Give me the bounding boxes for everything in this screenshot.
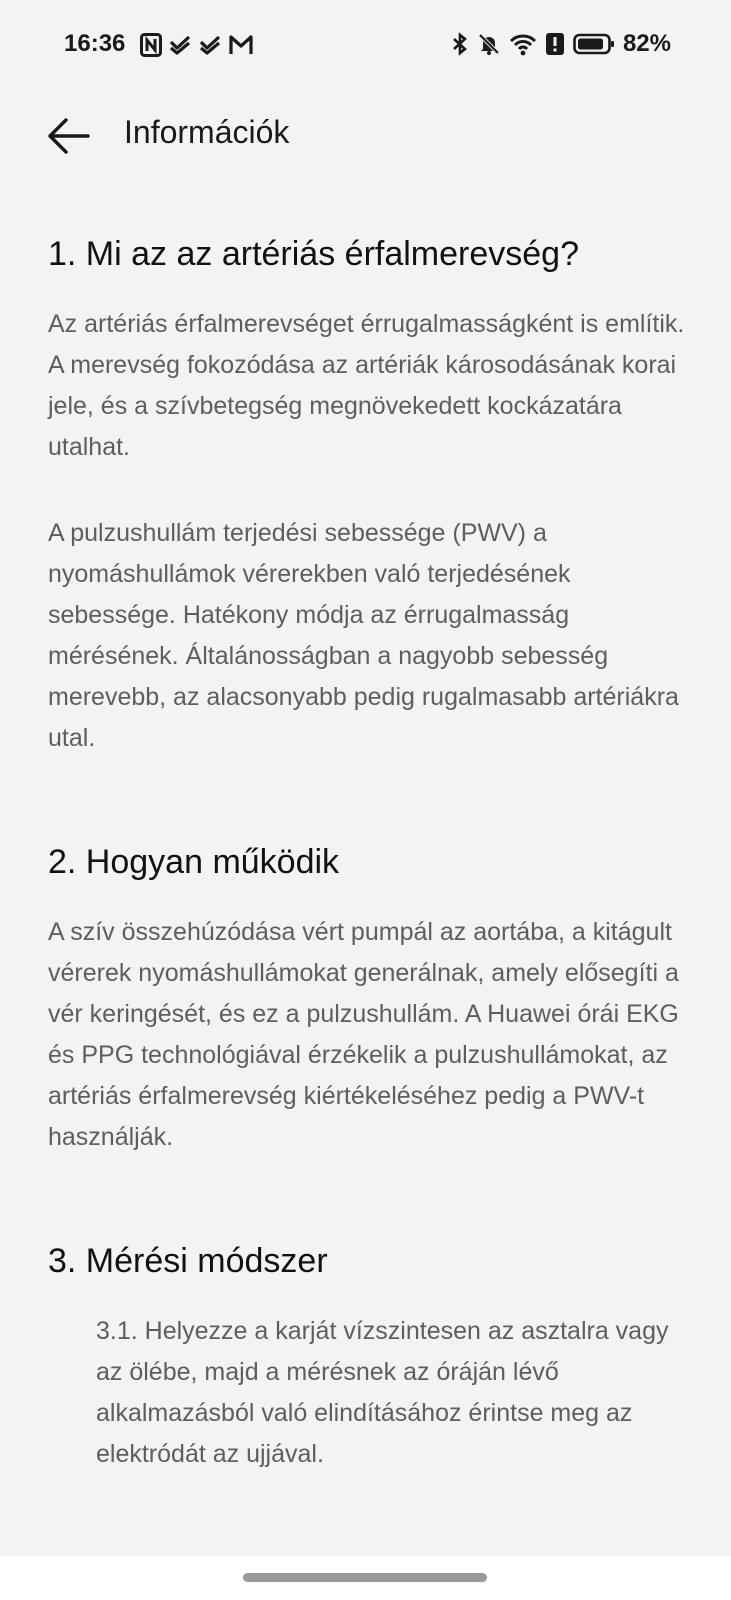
notification-app-icon (198, 34, 222, 56)
status-bar (0, 0, 731, 96)
home-gesture-handle[interactable] (243, 1573, 487, 1582)
mute-icon (477, 32, 501, 56)
step-item: 3.1. Helyezze a karját vízszintesen az asztalra vagy az ölébe, majd a mérésnek az óráján lévő alkalmazásból való elindításához érintse meg az elektródát az ujjával. (96, 1317, 669, 1468)
section-paragraph: A pulzushullám terjedési sebessége (PWV) a nyomáshullámok vérerekben való terjedésének sebessége. Hatékony módja az érrugalmasság mérésének. Általánosságban a nagyobb sebesség merevebb, az alacsonyabb pedig rugalmasabb artériákra utal. (48, 519, 679, 752)
battery-icon (573, 32, 615, 56)
back-button[interactable] (40, 108, 96, 164)
alert-icon (545, 32, 565, 56)
navigation-bar (0, 1556, 731, 1600)
nfc-icon (140, 33, 162, 57)
wifi-icon (509, 32, 537, 56)
battery-percent: 82% (622, 30, 671, 57)
section-title: 3. Mérési módszer (48, 1242, 328, 1280)
page-title: Információk (124, 114, 290, 150)
notification-app-icon (168, 34, 192, 56)
section-paragraph: Az artériás érfalmerevséget érrugalmasságként is említik. A merevség fokozódása az artériák károsodásának korai jele, és a szívbetegség megnövekedett kockázatára utalhat. (48, 310, 685, 461)
info-content (48, 232, 688, 1475)
status-left-icons (140, 33, 254, 57)
arrow-left-icon (46, 116, 90, 156)
gmail-icon (228, 34, 254, 56)
bluetooth-icon (451, 32, 469, 56)
status-time: 16:36 (64, 30, 126, 57)
section-title: 1. Mi az az artériás érfalmerevség? (48, 235, 579, 273)
section-paragraph: A szív összehúzódása vért pumpál az aortába, a kitágult vérerek nyomáshullámokat generálnak, amely elősegíti a vér keringését, és ez a pulzushullám. A Huawei órái EKG és PPG technológiával érzékelik a pulzushullámokat, az artériás érfalmerevség kiértékeléséhez pedig a PWV-t használják. (48, 918, 679, 1151)
status-right-icons (451, 30, 671, 58)
app-bar (0, 96, 731, 172)
section-title: 2. Hogyan működik (48, 843, 340, 881)
